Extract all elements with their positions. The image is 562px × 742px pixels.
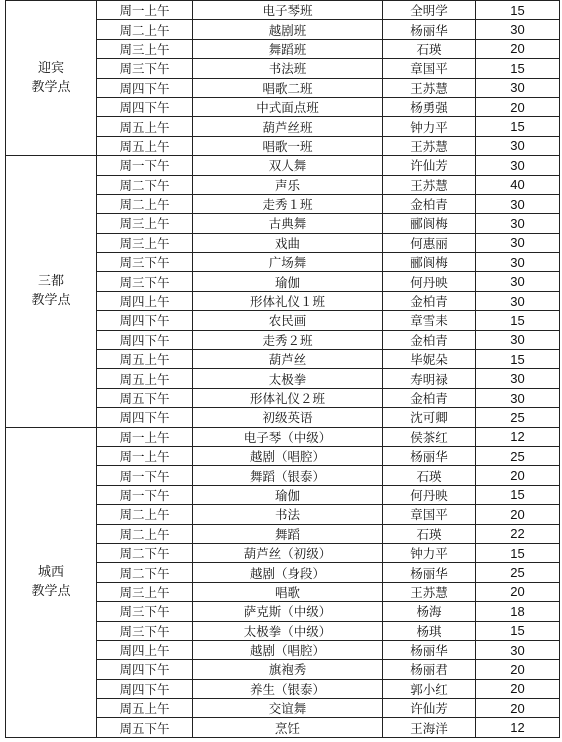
course-cell: 唱歌一班 bbox=[193, 136, 383, 155]
time-cell: 周一下午 bbox=[97, 466, 193, 485]
time-cell: 周三下午 bbox=[97, 253, 193, 272]
count-cell: 15 bbox=[476, 311, 560, 330]
time-cell: 周二上午 bbox=[97, 505, 193, 524]
time-cell: 周四下午 bbox=[97, 408, 193, 427]
course-cell: 书法 bbox=[193, 505, 383, 524]
course-cell: 舞蹈（银泰） bbox=[193, 466, 383, 485]
course-cell: 戏曲 bbox=[193, 233, 383, 252]
teacher-cell: 杨丽君 bbox=[383, 660, 476, 679]
course-cell: 交谊舞 bbox=[193, 699, 383, 718]
count-cell: 15 bbox=[476, 59, 560, 78]
teacher-cell: 石瑛 bbox=[383, 466, 476, 485]
count-cell: 30 bbox=[476, 388, 560, 407]
time-cell: 周五上午 bbox=[97, 699, 193, 718]
time-cell: 周五上午 bbox=[97, 350, 193, 369]
teacher-cell: 侯茶红 bbox=[383, 427, 476, 446]
count-cell: 15 bbox=[476, 350, 560, 369]
count-cell: 30 bbox=[476, 194, 560, 213]
count-cell: 12 bbox=[476, 427, 560, 446]
time-cell: 周四下午 bbox=[97, 311, 193, 330]
time-cell: 周五上午 bbox=[97, 369, 193, 388]
time-cell: 周三上午 bbox=[97, 582, 193, 601]
count-cell: 20 bbox=[476, 679, 560, 698]
teacher-cell: 全明学 bbox=[383, 1, 476, 20]
time-cell: 周三上午 bbox=[97, 39, 193, 58]
time-cell: 周五上午 bbox=[97, 117, 193, 136]
course-cell: 葫芦丝（初级） bbox=[193, 543, 383, 562]
teacher-cell: 杨丽华 bbox=[383, 446, 476, 465]
course-cell: 养生（银泰） bbox=[193, 679, 383, 698]
count-cell: 20 bbox=[476, 39, 560, 58]
site-cell bbox=[6, 156, 97, 427]
count-cell: 30 bbox=[476, 20, 560, 39]
time-cell: 周四下午 bbox=[97, 330, 193, 349]
time-cell: 周二下午 bbox=[97, 563, 193, 582]
time-cell: 周二下午 bbox=[97, 175, 193, 194]
course-cell: 初级英语 bbox=[193, 408, 383, 427]
count-cell: 15 bbox=[476, 485, 560, 504]
teacher-cell: 寿明禄 bbox=[383, 369, 476, 388]
time-cell: 周一下午 bbox=[97, 485, 193, 504]
time-cell: 周二上午 bbox=[97, 194, 193, 213]
course-cell: 双人舞 bbox=[193, 156, 383, 175]
time-cell: 周五上午 bbox=[97, 136, 193, 155]
time-cell: 周一上午 bbox=[97, 446, 193, 465]
teacher-cell: 钟力平 bbox=[383, 543, 476, 562]
teacher-cell: 金柏青 bbox=[383, 291, 476, 310]
class-schedule-table bbox=[5, 0, 560, 738]
time-cell: 周一下午 bbox=[97, 156, 193, 175]
teacher-cell: 毕妮朵 bbox=[383, 350, 476, 369]
teacher-cell: 何惠丽 bbox=[383, 233, 476, 252]
course-cell: 古典舞 bbox=[193, 214, 383, 233]
site-suffix: 教学点 bbox=[31, 80, 71, 96]
count-cell: 30 bbox=[476, 78, 560, 97]
teacher-cell: 石瑛 bbox=[383, 39, 476, 58]
teacher-cell: 金柏青 bbox=[383, 388, 476, 407]
time-cell: 周三下午 bbox=[97, 272, 193, 291]
teacher-cell: 王海洋 bbox=[383, 718, 476, 737]
count-cell: 30 bbox=[476, 214, 560, 233]
teacher-cell: 郦阆梅 bbox=[383, 214, 476, 233]
teacher-cell: 许仙芳 bbox=[383, 699, 476, 718]
table-row bbox=[6, 156, 560, 175]
teacher-cell: 王苏慧 bbox=[383, 175, 476, 194]
site-suffix: 教学点 bbox=[31, 293, 71, 309]
count-cell: 30 bbox=[476, 233, 560, 252]
course-cell: 书法班 bbox=[193, 59, 383, 78]
teacher-cell: 杨勇强 bbox=[383, 97, 476, 116]
count-cell: 20 bbox=[476, 466, 560, 485]
course-cell: 走秀２班 bbox=[193, 330, 383, 349]
site-cell bbox=[6, 427, 97, 737]
teacher-cell: 王苏慧 bbox=[383, 582, 476, 601]
count-cell: 15 bbox=[476, 117, 560, 136]
teacher-cell: 何丹映 bbox=[383, 485, 476, 504]
time-cell: 周四上午 bbox=[97, 640, 193, 659]
teacher-cell: 杨琪 bbox=[383, 621, 476, 640]
time-cell: 周三下午 bbox=[97, 602, 193, 621]
course-cell: 瑜伽 bbox=[193, 485, 383, 504]
teacher-cell: 钟力平 bbox=[383, 117, 476, 136]
course-cell: 太极拳（中级） bbox=[193, 621, 383, 640]
schedule-body bbox=[6, 1, 560, 738]
course-cell: 舞蹈班 bbox=[193, 39, 383, 58]
count-cell: 18 bbox=[476, 602, 560, 621]
teacher-cell: 许仙芳 bbox=[383, 156, 476, 175]
count-cell: 15 bbox=[476, 1, 560, 20]
time-cell: 周一上午 bbox=[97, 427, 193, 446]
table-row bbox=[6, 1, 560, 20]
teacher-cell: 郭小红 bbox=[383, 679, 476, 698]
time-cell: 周四上午 bbox=[97, 291, 193, 310]
count-cell: 30 bbox=[476, 253, 560, 272]
teacher-cell: 章雪耒 bbox=[383, 311, 476, 330]
teacher-cell: 王苏慧 bbox=[383, 136, 476, 155]
teacher-cell: 杨丽华 bbox=[383, 20, 476, 39]
course-cell: 越剧（唱腔） bbox=[193, 640, 383, 659]
count-cell: 20 bbox=[476, 505, 560, 524]
course-cell: 烹饪 bbox=[193, 718, 383, 737]
time-cell: 周四下午 bbox=[97, 97, 193, 116]
course-cell: 形体礼仪１班 bbox=[193, 291, 383, 310]
count-cell: 30 bbox=[476, 369, 560, 388]
count-cell: 20 bbox=[476, 582, 560, 601]
count-cell: 20 bbox=[476, 97, 560, 116]
teacher-cell: 郦阆梅 bbox=[383, 253, 476, 272]
count-cell: 20 bbox=[476, 699, 560, 718]
time-cell: 周三上午 bbox=[97, 233, 193, 252]
site-suffix: 教学点 bbox=[31, 584, 71, 600]
count-cell: 30 bbox=[476, 156, 560, 175]
course-cell: 太极拳 bbox=[193, 369, 383, 388]
course-cell: 声乐 bbox=[193, 175, 383, 194]
site-name: 城西 bbox=[37, 565, 64, 581]
count-cell: 30 bbox=[476, 640, 560, 659]
course-cell: 越剧（身段） bbox=[193, 563, 383, 582]
count-cell: 30 bbox=[476, 330, 560, 349]
course-cell: 越剧（唱腔） bbox=[193, 446, 383, 465]
time-cell: 周三下午 bbox=[97, 59, 193, 78]
teacher-cell: 石瑛 bbox=[383, 524, 476, 543]
count-cell: 25 bbox=[476, 446, 560, 465]
count-cell: 25 bbox=[476, 408, 560, 427]
course-cell: 葫芦丝 bbox=[193, 350, 383, 369]
count-cell: 15 bbox=[476, 621, 560, 640]
course-cell: 走秀１班 bbox=[193, 194, 383, 213]
course-cell: 唱歌 bbox=[193, 582, 383, 601]
teacher-cell: 杨丽华 bbox=[383, 640, 476, 659]
table-row bbox=[6, 427, 560, 446]
teacher-cell: 杨丽华 bbox=[383, 563, 476, 582]
course-cell: 电子琴班 bbox=[193, 1, 383, 20]
teacher-cell: 沈可卿 bbox=[383, 408, 476, 427]
course-cell: 葫芦丝班 bbox=[193, 117, 383, 136]
course-cell: 唱歌二班 bbox=[193, 78, 383, 97]
teacher-cell: 杨海 bbox=[383, 602, 476, 621]
time-cell: 周五下午 bbox=[97, 388, 193, 407]
count-cell: 30 bbox=[476, 272, 560, 291]
course-cell: 农民画 bbox=[193, 311, 383, 330]
time-cell: 周四下午 bbox=[97, 660, 193, 679]
teacher-cell: 金柏青 bbox=[383, 194, 476, 213]
teacher-cell: 金柏青 bbox=[383, 330, 476, 349]
count-cell: 25 bbox=[476, 563, 560, 582]
teacher-cell: 何丹映 bbox=[383, 272, 476, 291]
course-cell: 瑜伽 bbox=[193, 272, 383, 291]
course-cell: 形体礼仪２班 bbox=[193, 388, 383, 407]
time-cell: 周三下午 bbox=[97, 621, 193, 640]
course-cell: 萨克斯（中级） bbox=[193, 602, 383, 621]
count-cell: 30 bbox=[476, 291, 560, 310]
course-cell: 电子琴（中级） bbox=[193, 427, 383, 446]
time-cell: 周四下午 bbox=[97, 78, 193, 97]
course-cell: 中式面点班 bbox=[193, 97, 383, 116]
course-cell: 舞蹈 bbox=[193, 524, 383, 543]
site-cell bbox=[6, 1, 97, 156]
time-cell: 周二下午 bbox=[97, 543, 193, 562]
teacher-cell: 王苏慧 bbox=[383, 78, 476, 97]
teacher-cell: 章国平 bbox=[383, 59, 476, 78]
count-cell: 40 bbox=[476, 175, 560, 194]
course-cell: 广场舞 bbox=[193, 253, 383, 272]
time-cell: 周二上午 bbox=[97, 20, 193, 39]
time-cell: 周二上午 bbox=[97, 524, 193, 543]
time-cell: 周一上午 bbox=[97, 1, 193, 20]
count-cell: 22 bbox=[476, 524, 560, 543]
site-name: 三都 bbox=[37, 274, 64, 290]
course-cell: 越剧班 bbox=[193, 20, 383, 39]
time-cell: 周四下午 bbox=[97, 679, 193, 698]
teacher-cell: 章国平 bbox=[383, 505, 476, 524]
time-cell: 周五下午 bbox=[97, 718, 193, 737]
count-cell: 20 bbox=[476, 660, 560, 679]
course-cell: 旗袍秀 bbox=[193, 660, 383, 679]
time-cell: 周三上午 bbox=[97, 214, 193, 233]
count-cell: 15 bbox=[476, 543, 560, 562]
site-name: 迎宾 bbox=[37, 61, 64, 77]
count-cell: 12 bbox=[476, 718, 560, 737]
count-cell: 30 bbox=[476, 136, 560, 155]
